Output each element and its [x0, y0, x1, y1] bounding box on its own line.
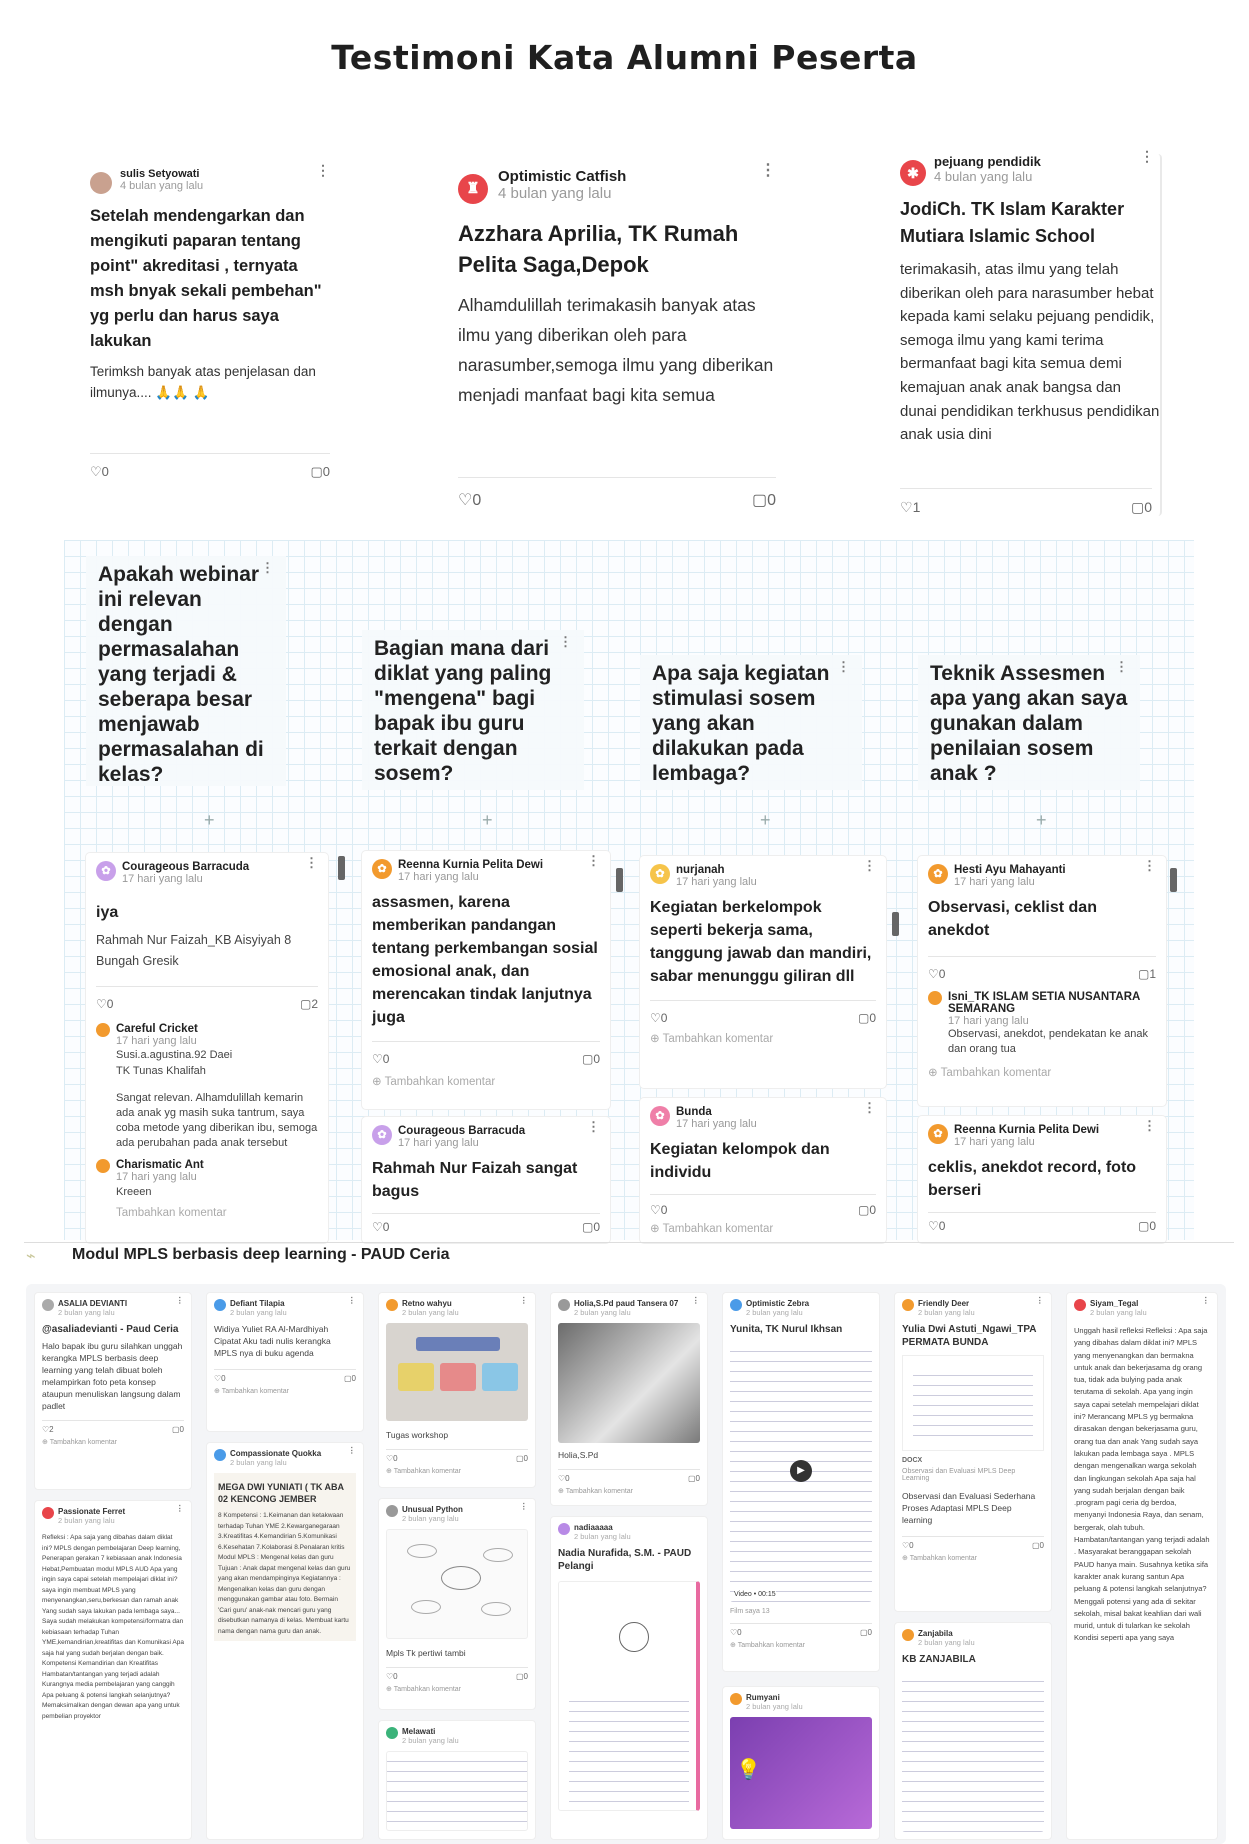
heart-icon: ♡ — [42, 1425, 50, 1434]
comment-button[interactable]: ▢0 — [859, 1628, 872, 1637]
divider — [24, 1242, 1234, 1243]
post-card[interactable]: ASALIA DEVIANTI 2 bulan yang lalu ⋮ @asaliadevianti - Paud Ceria Halo bapak ibu guru silahkan unggah kerangka MPLS berbasis deep learning yang telah dibuat boleh melampirkan foto peta konsep ataupun menuliskan langsung dalam padlet ♡2 ▢0 ⊕ Tambahkan komentar — [34, 1292, 192, 1490]
section-title: Modul MPLS berbasis deep learning - PAUD Ceria — [72, 1246, 450, 1263]
post-footer — [928, 1212, 1156, 1233]
like-button[interactable]: ♡0 — [650, 1203, 668, 1217]
scrollbar[interactable] — [1170, 868, 1177, 892]
post-title: Kegiatan kelompok dan individu — [650, 1141, 830, 1181]
add-comment-input[interactable]: ⊕ Tambahkan komentar — [372, 1076, 496, 1088]
more-icon[interactable]: ⋮ — [587, 853, 600, 868]
post-caption: Mpls Tk pertiwi tambi — [386, 1648, 466, 1658]
comment-icon: ▢ — [581, 1220, 594, 1234]
like-button[interactable]: ♡0 — [650, 1011, 668, 1025]
post-title: Rahmah Nur Faizah sangat bagus — [372, 1160, 578, 1200]
attachment-title: Film saya 13 — [730, 1608, 770, 1615]
comment-icon: ▢ — [857, 1203, 870, 1217]
post-card[interactable]: Friendly Deer 2 bulan yang lalu ⋮ Yulia Dwi Astuti_Ngawi_TPA PERMATA BUNDA DOCX Observasi dan Evaluasi MPLS Deep Learning Observasi dan Evaluasi Sederhana Proses Adaptasi MPLS Deep learning ♡0 ▢0 ⊕ Tambahkan komentar — [894, 1292, 1052, 1612]
post-body: Refleksi : Apa saja yang dibahas dalam diklat ini? MPLS dengan pembelajaran Deep learning, Penerapan gerakan 7 kebiasaan anak Indonesia Hebat,Pembuatan modul MPLS AUD Apa yang ingin saya capai setelah mempelajari diklat ini?saya ingin membuat MPLS yang menyenangkan,seru,berkesan dan ramah anak Yang sudah saya lakukan pada lembaga saya... Saya sudah melakukan kompetensi/formatra dan kebiasaan terhadap Tuhan YME,kemandirian,kreatifitas dan Komunikasi Apa saja hal yang sudah berjalan dengan baik. Kompetensi Kemandirian dan Kreatifitas Hambatan/tantangan yang terjadi adalah Kurangnya media pembelajaran yang canggih Apa peluang & potensi langkah selanjutnya?Memaksimalkan dengan dewan apa yang untuk pembelian proyektor — [42, 1534, 184, 1720]
more-icon[interactable]: ⋮ — [1140, 148, 1154, 164]
like-button[interactable]: ♡0 — [902, 1541, 914, 1550]
post-card[interactable] — [918, 856, 1166, 1106]
like-button[interactable]: ♡0 — [372, 1052, 390, 1066]
play-icon[interactable]: ▶ — [790, 1460, 812, 1482]
comment-icon: ▢ — [343, 1374, 352, 1383]
add-comment-input[interactable]: ⊕ Tambahkan komentar — [386, 1686, 462, 1693]
post-caption: Tugas workshop — [386, 1430, 449, 1440]
post-footer — [928, 956, 1156, 981]
post-time: 17 hari yang lalu — [398, 1137, 479, 1149]
like-button[interactable]: ♡2 — [42, 1425, 54, 1434]
avatar — [214, 1299, 226, 1311]
avatar — [96, 1159, 110, 1173]
add-comment-input[interactable]: ⊕ Tambahkan komentar — [42, 1439, 118, 1446]
more-icon[interactable]: ⋮ — [1143, 1118, 1156, 1133]
avatar — [90, 172, 112, 194]
avatar: ✿ — [372, 1125, 392, 1145]
more-icon[interactable]: ⋮ — [175, 1503, 184, 1513]
comment-button[interactable]: ▢0 — [343, 1374, 356, 1383]
scrollbar[interactable] — [892, 912, 899, 936]
more-icon[interactable]: ⋮ — [760, 162, 776, 179]
post-body: Widiya Yuliet RA Al-Mardhiyah Cipatat Aku tadi nulis kerangka MPLS nya di buku agenda — [214, 1324, 331, 1358]
comment-button[interactable]: ▢0 — [1137, 1219, 1156, 1233]
heart-icon: ♡ — [558, 1474, 566, 1483]
top-card[interactable] — [900, 148, 1162, 516]
post-card[interactable]: Retno wahyu 2 bulan yang lalu ⋮ Tugas workshop ♡0 ▢0 ⊕ Tambahkan komentar — [378, 1292, 536, 1488]
comment-button[interactable]: ▢0 — [310, 464, 330, 479]
avatar — [558, 1523, 570, 1535]
add-comment-input[interactable]: ⊕ Tambahkan komentar — [650, 1033, 774, 1045]
like-button[interactable]: ♡0 — [214, 1374, 226, 1383]
author-name: sulis Setyowati — [120, 168, 200, 180]
post-card[interactable]: Unusual Python 2 bulan yang lalu ⋮ Mpls Tk pertiwi tambi ♡0 ▢0 ⊕ Tambahkan komentar — [378, 1498, 536, 1710]
author-name: Courageous Barracuda — [398, 1125, 526, 1137]
comment-icon: ▢ — [515, 1672, 524, 1681]
more-icon[interactable]: ⋮ — [863, 1100, 876, 1115]
avatar — [902, 1299, 914, 1311]
post-card[interactable]: Zanjabila 2 bulan yang lalu KB ZANJABILA — [894, 1622, 1052, 1840]
comment-icon: ▢ — [515, 1454, 524, 1463]
add-post-button[interactable]: + — [204, 810, 215, 830]
heart-icon: ♡ — [90, 464, 102, 479]
post-body: Rahmah Nur Faizah_KB Aisyiyah 8 Bungah Gresik — [96, 933, 292, 968]
avatar — [42, 1507, 54, 1519]
comment-icon: ▢ — [1137, 1219, 1150, 1233]
comment: Isni_TK ISLAM SETIA NUSANTARA SEMARANG 17 hari yang lalu Observasi, anekdot, pendekatan ke anak dan orang tua — [928, 991, 1156, 1057]
heart-icon: ♡ — [458, 492, 473, 509]
author-name: Hesti Ayu Mahayanti — [954, 864, 1066, 876]
author-name: Courageous Barracuda — [122, 861, 250, 873]
heart-icon: ♡ — [928, 1219, 939, 1233]
more-icon[interactable]: ⋮ — [837, 659, 850, 674]
like-button[interactable]: ♡1 — [900, 499, 921, 515]
more-icon[interactable]: ⋮ — [1115, 659, 1128, 674]
page-title: Testimoni Kata Alumni Peserta — [331, 38, 918, 77]
add-comment-input[interactable]: ⊕ Tambahkan komentar — [730, 1642, 806, 1649]
more-icon[interactable]: ⋮ — [519, 1501, 528, 1511]
post-title: assasmen, karena memberikan pandangan tentang perkembangan sosial emosional anak, dan merencakan tindak lanjutnya juga — [372, 894, 598, 1026]
post-card[interactable] — [918, 1116, 1166, 1243]
comment: Charismatic Ant 17 hari yang lalu Kreeen — [96, 1159, 318, 1201]
post-title: Nadia Nurafida, S.M. - PAUD Pelangi — [558, 1548, 692, 1572]
comment-button[interactable]: ▢0 — [687, 1474, 700, 1483]
avatar: ✿ — [928, 864, 948, 884]
comment-button[interactable]: ▢0 — [581, 1052, 600, 1066]
post-footer — [900, 488, 1152, 516]
like-button[interactable]: ♡0 — [90, 464, 109, 479]
more-icon[interactable]: ⋮ — [175, 1295, 184, 1305]
more-icon[interactable]: ⋮ — [1035, 1295, 1044, 1305]
post-card[interactable] — [86, 853, 328, 1243]
avatar: ♜ — [458, 174, 488, 204]
avatar — [96, 1023, 110, 1037]
post-card[interactable]: nadiaaaaa 2 bulan yang lalu Nadia Nurafida, S.M. - PAUD Pelangi — [550, 1516, 708, 1840]
post-card[interactable]: Compassionate Quokka 2 bulan yang lalu ⋮ MEGA DWI YUNIATI ( TK ABA 02 KENCONG JEMBER 8 Kompetensi : 1.Keimanan dan ketakwaan terhadap Tuhan YME 2.Kewarganegaraan 3.Kreatifitas 4.Kemandirian 5.Komunikasi 6.Kesehatan 7.Kolaborasi 8.Penalaran kritis Modul MPLS : Mengenal kelas dan guru Tujuan : Anak dapat mengenal kelas dan guru yang akan mendampinginya Kegiatannya : Mengenalkan kelas dan guru dengan menggunakan gambar atau foto. Bermain 'Cari guru' anak-nak mencari guru yang disebutkan namanya di kelas. Membuat kartu nama dengan nama guru dan anak. — [206, 1442, 364, 1840]
post-title: JodiCh. TK Islam Karakter Mutiara Islamic School — [900, 199, 1125, 246]
post-title: @asaliadevianti - Paud Ceria — [42, 1324, 179, 1335]
post-card[interactable] — [362, 851, 610, 1109]
post-footer — [96, 986, 318, 1011]
add-comment-input[interactable]: Tambahkan komentar — [116, 1207, 227, 1219]
comment-icon: ▢ — [171, 1425, 180, 1434]
post-footer — [902, 1536, 1044, 1550]
post-footer — [372, 1213, 600, 1234]
post-title: iya — [96, 904, 119, 921]
add-comment-input[interactable]: ⊕ Tambahkan komentar — [558, 1488, 634, 1495]
add-post-button[interactable]: + — [1036, 810, 1047, 830]
post-time: 17 hari yang lalu — [954, 1136, 1035, 1148]
attachment-image[interactable] — [386, 1751, 528, 1831]
comment-button[interactable]: ▢0 — [581, 1220, 600, 1234]
avatar: ✿ — [372, 859, 392, 879]
post-card[interactable] — [640, 1098, 886, 1243]
post-footer — [386, 1667, 528, 1681]
more-icon[interactable]: ⋮ — [261, 560, 274, 575]
post-body: Observasi dan Evaluasi Sederhana Proses Adaptasi MPLS Deep learning — [902, 1491, 1036, 1525]
add-comment-input[interactable]: ⊕ Tambahkan komentar — [214, 1388, 290, 1395]
avatar — [730, 1693, 742, 1705]
post-title: Yulia Dwi Astuti_Ngawi_TPA PERMATA BUNDA — [902, 1324, 1037, 1348]
post-body: Terimksh banyak atas penjelasan dan ilmunya.... 🙏🙏 🙏 — [90, 364, 316, 400]
comment-button[interactable]: ▢0 — [171, 1425, 184, 1434]
avatar — [928, 991, 942, 1005]
comment-button[interactable]: ▢0 — [751, 492, 776, 509]
post-title: Azzhara Aprilia, TK Rumah Pelita Saga,Depok — [458, 221, 739, 277]
attachment-image[interactable] — [386, 1529, 528, 1639]
heart-icon: ♡ — [900, 499, 913, 515]
avatar — [42, 1299, 54, 1311]
attachment-doc[interactable] — [902, 1355, 1044, 1451]
post-footer — [650, 1000, 876, 1025]
post-footer — [372, 1041, 600, 1066]
post-footer — [650, 1194, 876, 1217]
file-title: Observasi dan Evaluasi MPLS Deep Learning — [902, 1468, 1016, 1482]
author-name: Reenna Kurnia Pelita Dewi — [954, 1124, 1100, 1136]
post-card[interactable]: Passionate Ferret 2 bulan yang lalu ⋮ Refleksi : Apa saja yang dibahas dalam diklat ini? MPLS dengan pembelajaran Deep learning, Penerapan gerakan 7 kebiasaan anak Indonesia Hebat,Pembuatan modul MPLS AUD Apa yang ingin saya capai setelah mempelajari diklat ini?saya ingin membuat MPLS yang menyenangkan,seru,berkesan dan ramah anak Yang sudah saya lakukan pada lembaga saya... Saya sudah melakukan kompetensi/formatra dan kebiasaan terhadap Tuhan YME,kemandirian,kreatifitas dan Komunikasi Apa saja hal yang sudah berjalan dengan baik. Kompetensi Kemandirian dan Kreatifitas Hambatan/tantangan yang terjadi adalah Kurangnya media pembelajaran yang canggih Apa peluang & potensi langkah selanjutnya?Memaksimalkan dengan dewan apa yang untuk pembelian proyektor — [34, 1500, 192, 1840]
more-icon[interactable]: ⋮ — [691, 1295, 700, 1305]
post-time: 17 hari yang lalu — [954, 876, 1035, 888]
comment-icon: ▢ — [751, 492, 768, 509]
like-button[interactable]: ♡0 — [458, 492, 482, 509]
post-card[interactable]: Defiant Tilapia 2 bulan yang lalu ⋮ Widiya Yuliet RA Al-Mardhiyah Cipatat Aku tadi nulis kerangka MPLS nya di buku agenda ♡0 ▢0 ⊕ Tambahkan komentar — [206, 1292, 364, 1432]
more-icon[interactable]: ⋮ — [519, 1295, 528, 1305]
avatar — [386, 1299, 398, 1311]
post-time: 4 bulan yang lalu — [934, 169, 1033, 184]
comment-icon: ▢ — [859, 1628, 868, 1637]
post-card[interactable] — [362, 1117, 610, 1243]
post-footer — [42, 1420, 184, 1434]
more-icon[interactable]: ⋮ — [1201, 1295, 1210, 1305]
heart-icon: ♡ — [96, 997, 107, 1011]
post-card[interactable]: Siyam_Tegal 2 bulan yang lalu ⋮ Unggah hasil refleksi Refleksi : Apa saja yang dibahas dalam diklat ini? MPLS yang menyenangkan dan bermakna untuk anak dan bekerjasama dg orang tua, tidak ada bulying pada anak terutama di sekolah. Apa yang ingin saya capai setelah mempelajari diklat ini? Merancang MPLS yg bermakna dirasakan dengan bekerjasama guru, orang tua dan anak Yang sudah saya lakukan pada lembaga saya . MPLS dengan mengenalkan warga sekolah dan lingkungan sekolah Apa saja hal yang sudah berjalan dengan baik .program pagi ceria dg berdoa, menyanyi Indonesia Raya, dan senam, bergerak, olah tubuh. Hambatan/tantangan yang terjadi adalah . Masyarakat beranggapan sekolah PAUD hanya main. Susahnya ketika sifa karakter anak kurang santun Apa peluang & potensi langkah selanjutnya? Menggali potensi yang ada di sekitar sekolah, misal bakat keahlian dari wali murid, untuk di tularkan ke sekolah Kondisi seperti apa yang saya — [1066, 1292, 1218, 1840]
heart-icon: ♡ — [214, 1374, 222, 1383]
post-title: Kegiatan berkelompok seperti bekerja sama, tanggung jawab dan mandiri, sabar menunggu giliran dll — [650, 899, 872, 985]
heart-icon: ♡ — [372, 1220, 383, 1234]
post-time: 17 hari yang lalu — [676, 1118, 757, 1130]
comment-icon: ▢ — [581, 1052, 594, 1066]
add-post-button[interactable]: + — [482, 810, 493, 830]
attachment-image[interactable] — [558, 1581, 700, 1811]
top-card[interactable] — [90, 162, 330, 480]
comment: Careful Cricket 17 hari yang lalu Susi.a.agustina.92 Daei TK Tunas Khalifah Sangat relevan. Alhamdulillah kemarin ada anak yg masih suka tantrum, saya coba metode yang diberikan ibu, semoga ada perubahan pada anak tersebut — [96, 1023, 318, 1151]
heart-icon: ♡ — [372, 1052, 383, 1066]
post-body: Halo bapak ibu guru silahkan unggah kerangka MPLS berbasis deep learning yang telah dibuat boleh melampirkan foto peta konsep ataupun menuliskan langsung dalam padlet — [42, 1341, 183, 1411]
add-comment-input[interactable]: ⊕ Tambahkan komentar — [386, 1468, 462, 1475]
heart-icon: ♡ — [928, 967, 939, 981]
comment-button[interactable]: ▢1 — [1137, 967, 1156, 981]
more-icon[interactable]: ⋮ — [863, 858, 876, 873]
post-footer — [558, 1469, 700, 1483]
comment-icon: ▢ — [310, 464, 323, 479]
comment-button[interactable]: ▢0 — [515, 1454, 528, 1463]
post-title: ceklis, anekdot record, foto berseri — [928, 1159, 1137, 1199]
like-button[interactable]: ♡0 — [386, 1454, 398, 1463]
column-heading: Apakah webinar ini relevan dengan permasalahan yang terjadi & seberapa besar menjawab permasalahan di kelas? ⋮ — [86, 556, 286, 786]
more-icon[interactable]: ⋮ — [587, 1119, 600, 1134]
column-heading: Apa saja kegiatan stimulasi sosem yang akan dilakukan pada lembaga? ⋮ — [640, 655, 862, 790]
attachment-image[interactable] — [558, 1323, 700, 1443]
attachment-image[interactable] — [902, 1672, 1044, 1832]
more-icon[interactable]: ⋮ — [347, 1445, 356, 1455]
avatar — [386, 1505, 398, 1517]
post-caption: Holia,S.Pd — [558, 1450, 599, 1460]
post-footer — [386, 1449, 528, 1463]
add-comment-input[interactable]: ⊕ Tambahkan komentar — [650, 1223, 774, 1235]
post-footer — [730, 1623, 872, 1637]
post-title: Observasi, ceklist dan anekdot — [928, 899, 1097, 939]
post-footer — [458, 477, 776, 510]
more-icon[interactable]: ⋮ — [1143, 858, 1156, 873]
like-button[interactable]: ♡0 — [928, 1219, 946, 1233]
attachment-image[interactable] — [730, 1717, 872, 1829]
comment-button[interactable]: ▢2 — [299, 997, 318, 1011]
post-time: 17 hari yang lalu — [122, 873, 203, 885]
avatar — [902, 1629, 914, 1641]
file-type: DOCX — [902, 1457, 923, 1464]
avatar — [214, 1449, 226, 1461]
post-body: terimakasih, atas ilmu yang telah diberikan oleh para narasumber hebat kepada kami selaku pejuang pendidik, semoga ilmu yang kami terima bermanfaat bagi kita semua demi kemajuan anak anak bangsa dan dunai pendidikan terkhusus pendidikan anak usia dini — [900, 261, 1160, 444]
like-button[interactable]: ♡0 — [730, 1628, 742, 1637]
comment-icon: ▢ — [687, 1474, 696, 1483]
like-button[interactable]: ♡0 — [372, 1220, 390, 1234]
avatar — [1074, 1299, 1086, 1311]
author-name: pejuang pendidik — [934, 154, 1041, 169]
post-time: 17 hari yang lalu — [676, 876, 757, 888]
post-time: 4 bulan yang lalu — [120, 180, 204, 192]
author-name: Reenna Kurnia Pelita Dewi — [398, 859, 544, 871]
post-card[interactable]: Melawati 2 bulan yang lalu — [378, 1720, 536, 1840]
author-name: Optimistic Catfish — [498, 168, 627, 185]
heart-icon: ♡ — [386, 1672, 394, 1681]
scrollbar[interactable] — [338, 856, 345, 880]
comment-button[interactable]: ▢0 — [857, 1011, 876, 1025]
comment-button[interactable]: ▢0 — [1130, 499, 1152, 515]
more-icon[interactable]: ⋮ — [347, 1295, 356, 1305]
comment-icon: ▢ — [1031, 1541, 1040, 1550]
video-player[interactable]: ▶ Video • 00:15 — [730, 1342, 872, 1602]
comment-button[interactable]: ▢0 — [1031, 1541, 1044, 1550]
heart-icon: ♡ — [902, 1541, 910, 1550]
post-card[interactable]: Optimistic Zebra 2 bulan yang lalu Yunita, TK Nurul Ikhsan ▶ Video • 00:15 Film saya 13 ♡0 ▢0 ⊕ Tambahkan komentar — [722, 1292, 880, 1672]
column-heading: Bagian mana dari diklat yang paling "mengena" bagi bapak ibu guru terkait dengan sosem? ⋮ — [362, 630, 584, 790]
like-button[interactable]: ♡0 — [928, 967, 946, 981]
scrollbar[interactable] — [616, 868, 623, 892]
comment-icon: ▢ — [1137, 967, 1150, 981]
comment-icon: ▢ — [299, 997, 312, 1011]
section-icon: ⌁ — [26, 1248, 36, 1265]
post-title: MEGA DWI YUNIATI ( TK ABA 02 KENCONG JEMBER — [218, 1482, 344, 1504]
author-name: nurjanah — [676, 864, 725, 876]
heart-icon: ♡ — [650, 1203, 661, 1217]
avatar: ✿ — [650, 864, 670, 884]
comment-button[interactable]: ▢0 — [857, 1203, 876, 1217]
add-comment-input[interactable]: ⊕ Tambahkan komentar — [902, 1555, 978, 1562]
heart-icon: ♡ — [650, 1011, 661, 1025]
avatar: ✱ — [900, 160, 926, 186]
lightbulb-icon: 💡 — [736, 1759, 761, 1781]
top-card[interactable] — [458, 162, 776, 510]
avatar — [558, 1299, 570, 1311]
heart-icon: ♡ — [730, 1628, 738, 1637]
like-button[interactable]: ♡0 — [96, 997, 114, 1011]
more-icon[interactable]: ⋮ — [305, 855, 318, 870]
author-name: Bunda — [676, 1106, 712, 1118]
post-body: Unggah hasil refleksi Refleksi : Apa saja yang dibahas dalam diklat ini? MPLS yang menyenangkan dan bermakna untuk anak dan bekerjasama dg orang tua, tidak ada bulying pada anak terutama di sekolah. Apa yang ingin saya capai setelah mempelajari diklat ini? Merancang MPLS yg bermakna dirasakan dengan bekerjasama guru, orang tua dan anak Yang sudah saya lakukan pada lembaga saya . MPLS dengan mengenalkan warga sekolah dan lingkungan sekolah Apa saja hal yang sudah berjalan dengan baik .program pagi ceria dg berdoa, menyanyi Indonesia Raya, dan senam, bergerak, olah tubuh. Hambatan/tantangan yang terjadi adalah . Masyarakat beranggapan sekolah PAUD hanya main. Susahnya ketika sifa karakter anak kurang santun Apa peluang & potensi langkah selanjutnya? Menggali potensi yang ada di sekitar sekolah, misal bakat keahlian dari wali murid, untuk di tularkan ke sekolah Kondisi seperti apa yang saya — [1074, 1326, 1210, 1643]
avatar — [386, 1727, 398, 1739]
avatar — [730, 1299, 742, 1311]
post-title: Yunita, TK Nurul Ikhsan — [730, 1324, 843, 1335]
attachment-image[interactable] — [386, 1323, 528, 1421]
post-footer — [90, 453, 330, 480]
comment-icon: ▢ — [857, 1011, 870, 1025]
add-comment-input[interactable]: ⊕ Tambahkan komentar — [928, 1067, 1052, 1079]
post-body: 8 Kompetensi : 1.Keimanan dan ketakwaan terhadap Tuhan YME 2.Kewarganegaraan 3.Kreatifitas 4.Kemandirian 5.Komunikasi 6.Kesehatan 7.Kolaborasi 8.Penalaran kritis Modul MPLS : Mengenal kelas dan guru Tujuan : Anak dapat mengenal kelas dan guru yang akan mendampinginya Kegiatannya : Mengenalkan kelas dan guru dengan menggunakan gambar atau foto. Bermain 'Cari guru' anak-nak mencari guru yang disebutkan namanya di kelas. Membuat kartu nama dengan nama guru dan anak. — [218, 1512, 351, 1635]
comment-button[interactable]: ▢0 — [515, 1672, 528, 1681]
comment-icon: ▢ — [1130, 499, 1145, 515]
avatar: ✿ — [650, 1106, 670, 1126]
post-footer — [214, 1369, 356, 1383]
avatar: ✿ — [96, 861, 116, 881]
like-button[interactable]: ♡0 — [386, 1672, 398, 1681]
post-card[interactable] — [640, 856, 886, 1088]
post-card[interactable]: Rumyani 2 bulan yang lalu 💡 — [722, 1686, 880, 1840]
post-title: KB ZANJABILA — [902, 1654, 976, 1665]
column-heading: Teknik Assesmen apa yang akan saya gunakan dalam penilaian sosem anak ? ⋮ — [918, 655, 1140, 790]
more-icon[interactable]: ⋮ — [316, 162, 330, 178]
post-card[interactable]: Holia,S.Pd paud Tansera 07 2 bulan yang lalu ⋮ Holia,S.Pd ♡0 ▢0 ⊕ Tambahkan komentar — [550, 1292, 708, 1506]
post-title: Setelah mendengarkan dan mengikuti paparan tentang point" akreditasi , ternyata msh bnyak sekali pembehan" yg perlu dan harus saya lakukan — [90, 207, 322, 350]
post-body: Alhamdulillah terimakasih banyak atas ilmu yang diberikan oleh para narasumber,semoga ilmu yang diberikan menjadi manfaat bagi kita semua — [458, 295, 774, 405]
avatar: ✿ — [928, 1124, 948, 1144]
heart-icon: ♡ — [386, 1454, 394, 1463]
post-time: 4 bulan yang lalu — [498, 185, 612, 202]
like-button[interactable]: ♡0 — [558, 1474, 570, 1483]
post-time: 17 hari yang lalu — [398, 871, 479, 883]
more-icon[interactable]: ⋮ — [559, 634, 572, 649]
add-post-button[interactable]: + — [760, 810, 771, 830]
